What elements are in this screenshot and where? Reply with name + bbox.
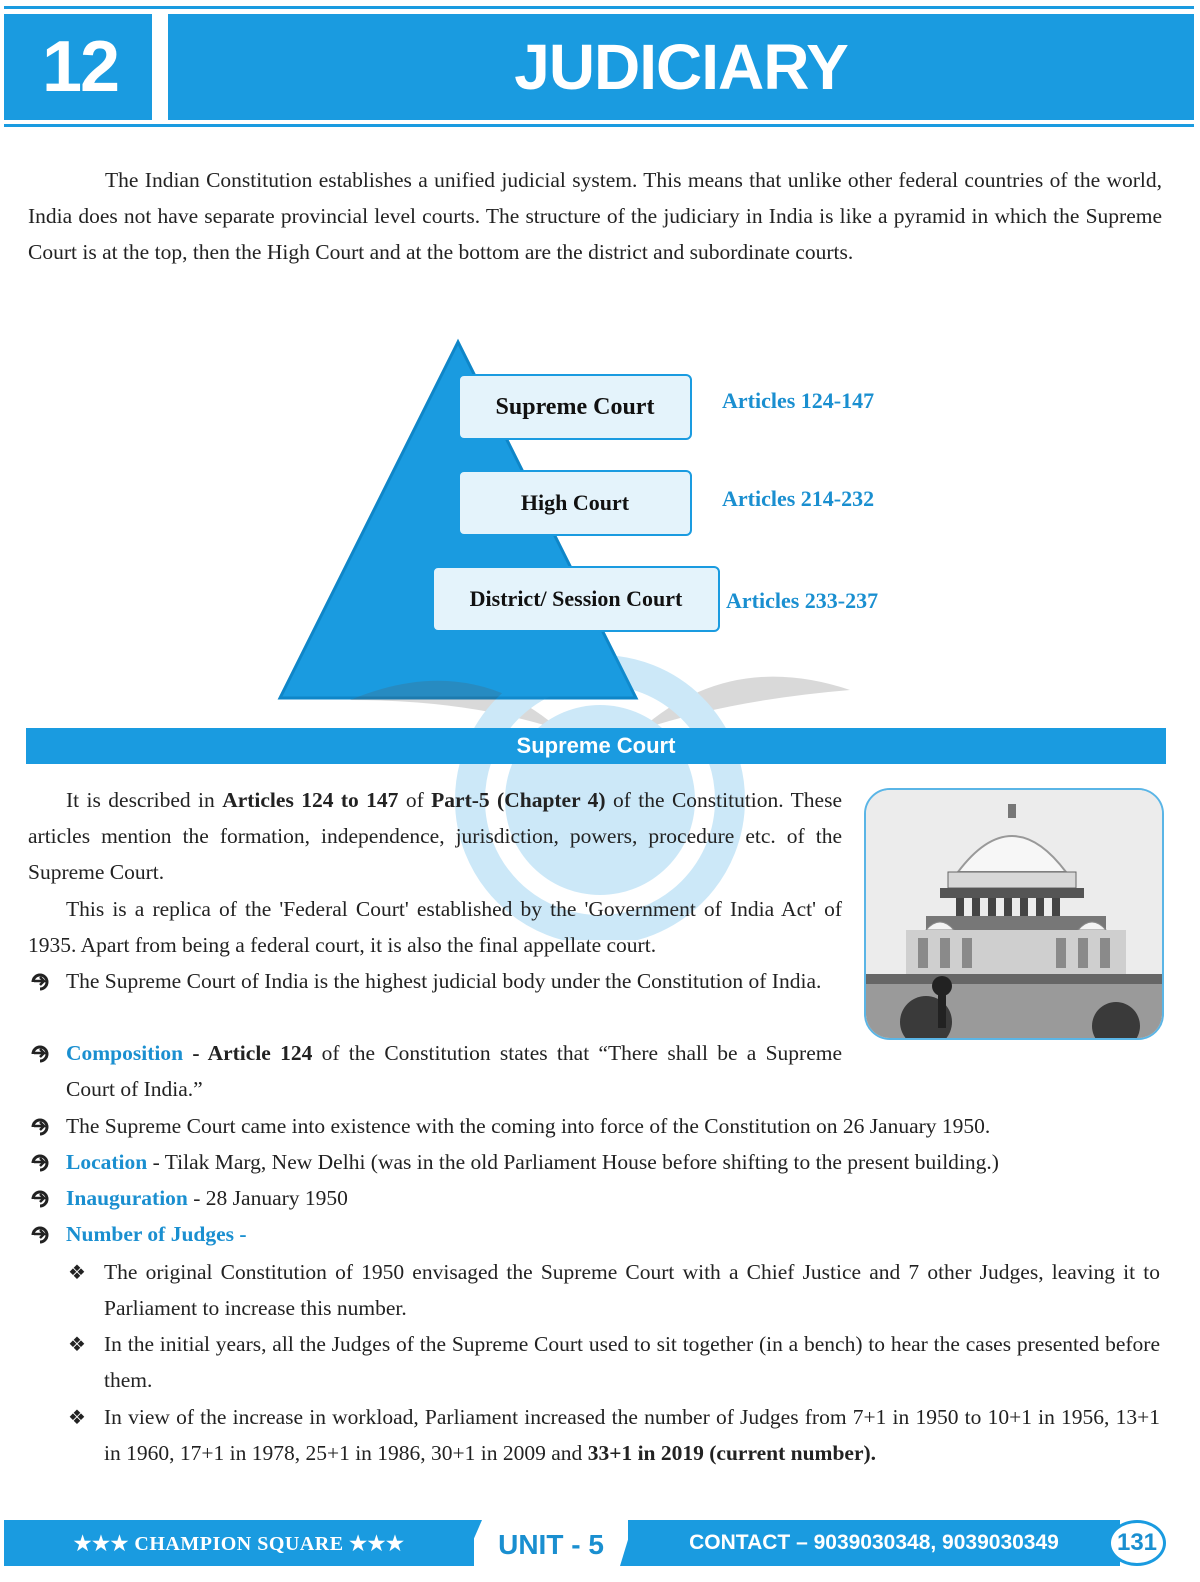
header-bottom-rule: [4, 124, 1194, 127]
articles-district-court: Articles 233-237: [726, 588, 879, 613]
p1-text-e: of the Constitution. These articles mention the formation, independence, jurisdiction, powers, procedure etc. of the Supreme Court.: [28, 788, 843, 884]
diamond-bullet-icon: ❖: [68, 1332, 86, 1356]
p1-part: Part-5 (Chapter 4): [431, 788, 606, 812]
articles-supreme-court: Articles 124-147: [722, 388, 875, 413]
location-text: - Tilak Marg, New Delhi (was in the old Parliament House before shifting to the present building.): [147, 1150, 999, 1174]
bullet-arrow-icon: [30, 972, 50, 992]
sub-bullet-increase-workload: [104, 1399, 1160, 1471]
pyramid-box-supreme-court: [458, 374, 692, 440]
bullet-number-of-judges: [66, 1216, 1166, 1252]
sc-paragraph-1: [28, 782, 842, 890]
supreme-court-building-image: [866, 790, 1164, 1040]
inauguration-label: Inauguration: [66, 1186, 188, 1210]
bullet-composition: [66, 1035, 842, 1107]
pyramid-label-high-court: High Court: [520, 490, 630, 515]
composition-article: Article 124: [207, 1041, 313, 1065]
pyramid-box-district-court: [432, 566, 720, 632]
increase-text: In view of the increase in workload, Parliament increased the number of Judges from 7+1 in 1950 to 10+1 in 1956, 13+1 in 1960, 17+1 in 1978, 25+1 in 1986, 30+1 in 2009 and: [104, 1405, 1160, 1465]
header-separator: [152, 14, 168, 120]
diamond-bullet-icon: ❖: [68, 1405, 86, 1429]
page-number-text: 131: [1116, 1529, 1158, 1556]
footer-contact: [628, 1520, 1120, 1566]
p1-text-a: It is described in: [66, 788, 223, 812]
footer-unit: [474, 1520, 628, 1570]
number-of-judges-label: Number of Judges -: [66, 1222, 247, 1246]
sub-bullet-initial-years: In the initial years, all the Judges of the Supreme Court used to sit together (in a bench) to hear the cases presented before them.: [104, 1332, 1160, 1392]
footer-brand: [4, 1520, 474, 1566]
pyramid-label-supreme-court: Supreme Court: [495, 393, 655, 420]
bullet-inauguration: [66, 1180, 1166, 1216]
intro-paragraph: The Indian Constitution establishes a unified judicial system. This means that unlike other federal countries of the world, India does not have separate provincial level courts. The structure of the judiciary in India is like a pyramid in which the Supreme Court is at the top, then the High Court and at the bottom are the district and subordinate courts.: [28, 168, 1162, 264]
location-label: Location: [66, 1150, 148, 1174]
composition-label: Composition: [66, 1041, 184, 1065]
bullet-arrow-icon: [30, 1153, 50, 1173]
header-top-rule: [4, 6, 1194, 9]
p1-text-c: of: [398, 788, 432, 812]
chapter-header: [4, 14, 1194, 120]
page-number: [1108, 1520, 1166, 1566]
section-title-bar: [26, 728, 1166, 764]
bullet-existence: The Supreme Court came into existence with the coming into force of the Constitution on 26 January 1950.: [66, 1114, 991, 1138]
diamond-bullet-icon: ❖: [68, 1260, 86, 1284]
supreme-court-photo: [864, 788, 1164, 1040]
composition-text: of the Constitution states that “There shall be a Supreme Court of India.”: [66, 1041, 842, 1101]
page-footer: [0, 1520, 1200, 1570]
chapter-title: JUDICIARY: [514, 31, 848, 103]
pyramid-box-high-court: [458, 470, 692, 536]
footer-unit-text: UNIT - 5: [498, 1529, 604, 1560]
bullet-arrow-icon: [30, 1044, 50, 1064]
composition-separator: -: [183, 1041, 208, 1065]
bullet-arrow-icon: [30, 1225, 50, 1245]
inauguration-text: - 28 January 1950: [187, 1186, 348, 1210]
articles-high-court: Articles 214-232: [722, 486, 875, 511]
pyramid-label-district-court: District/ Session Court: [469, 586, 683, 611]
sc-paragraph-2: This is a replica of the 'Federal Court' established by the 'Government of India Act' of 1935. Apart from being a federal court, it is also the final appellate court.: [28, 897, 842, 957]
p1-articles: Articles 124 to 147: [222, 788, 399, 812]
bullet-highest-body: The Supreme Court of India is the highest judicial body under the Constitution of India.: [66, 969, 822, 993]
footer-contact-text: CONTACT – 9039030348, 9039030349: [689, 1531, 1059, 1554]
footer-brand-text: ★★★ CHAMPION SQUARE ★★★: [73, 1532, 405, 1555]
sub-bullet-original-constitution: The original Constitution of 1950 envisaged the Supreme Court with a Chief Justice and 7 other Judges, leaving it to Parliament to increase this number.: [104, 1260, 1160, 1320]
bullet-location: [66, 1144, 1166, 1180]
chapter-number: 12: [41, 27, 119, 107]
bullet-arrow-icon: [30, 1117, 50, 1137]
bullet-arrow-icon: [30, 1189, 50, 1209]
section-title: Supreme Court: [516, 733, 676, 758]
current-number: 33+1 in 2019 (current number).: [587, 1441, 877, 1465]
